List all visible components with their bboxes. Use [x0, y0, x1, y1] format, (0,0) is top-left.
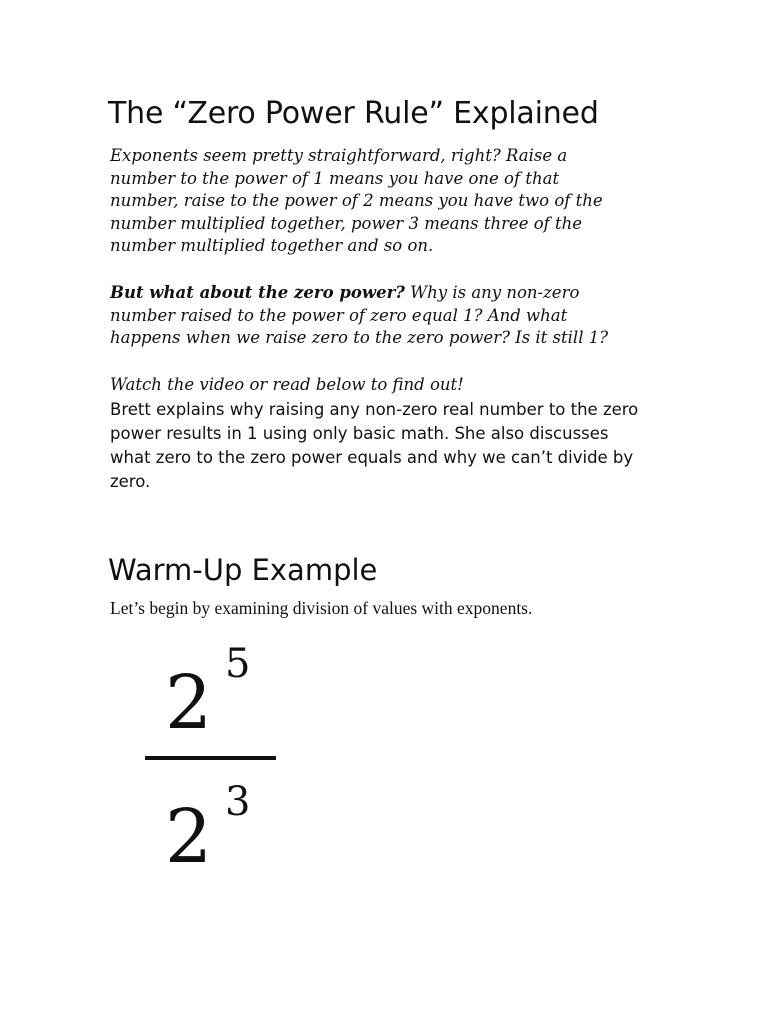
numerator-exponent: 5 [225, 641, 251, 687]
denominator-exponent: 3 [225, 779, 251, 825]
numerator-base: 2 [165, 660, 213, 746]
denominator-base: 2 [165, 794, 213, 880]
question-line [110, 282, 670, 305]
brett-paragraph [110, 398, 670, 494]
intro-paragraph [110, 145, 670, 258]
question-line-rest: Why is any non-zero [404, 283, 580, 302]
exponent-fraction [145, 630, 285, 880]
fraction-bar [145, 756, 276, 760]
intro-line: number, raise to the power of 2 means you have two of the [110, 191, 603, 210]
intro-line: number multiplied together and so on. [110, 236, 434, 255]
section-title-warm-up: Warm-Up Example [108, 553, 378, 587]
question-paragraph [110, 282, 670, 350]
intro-line: number multiplied together, power 3 means three of the [110, 213, 583, 233]
brett-line: what zero to the zero power equals and why we can’t divide by [110, 448, 634, 467]
brett-line: power results in 1 using only basic math. She also discusses [110, 424, 609, 443]
intro-line: Exponents seem pretty straightforward, right? Raise a [110, 146, 568, 165]
question-line: number raised to the power of zero equal 1? And what [110, 305, 568, 325]
question-line: happens when we raise zero to the zero power? Is it still 1? [110, 328, 609, 347]
brett-line: Brett explains why raising any non-zero real number to the zero [110, 400, 639, 419]
brett-line: zero. [110, 472, 151, 491]
section-lead-text: Let’s begin by examining division of values with exponents. [110, 598, 533, 618]
watch-text: Watch the video or read below to find out! [110, 375, 464, 394]
question-bold-lead: But what about the zero power? [110, 283, 405, 302]
page-title: The “Zero Power Rule” Explained [108, 96, 599, 131]
intro-line: number to the power of 1 means you have one of that [110, 168, 560, 188]
